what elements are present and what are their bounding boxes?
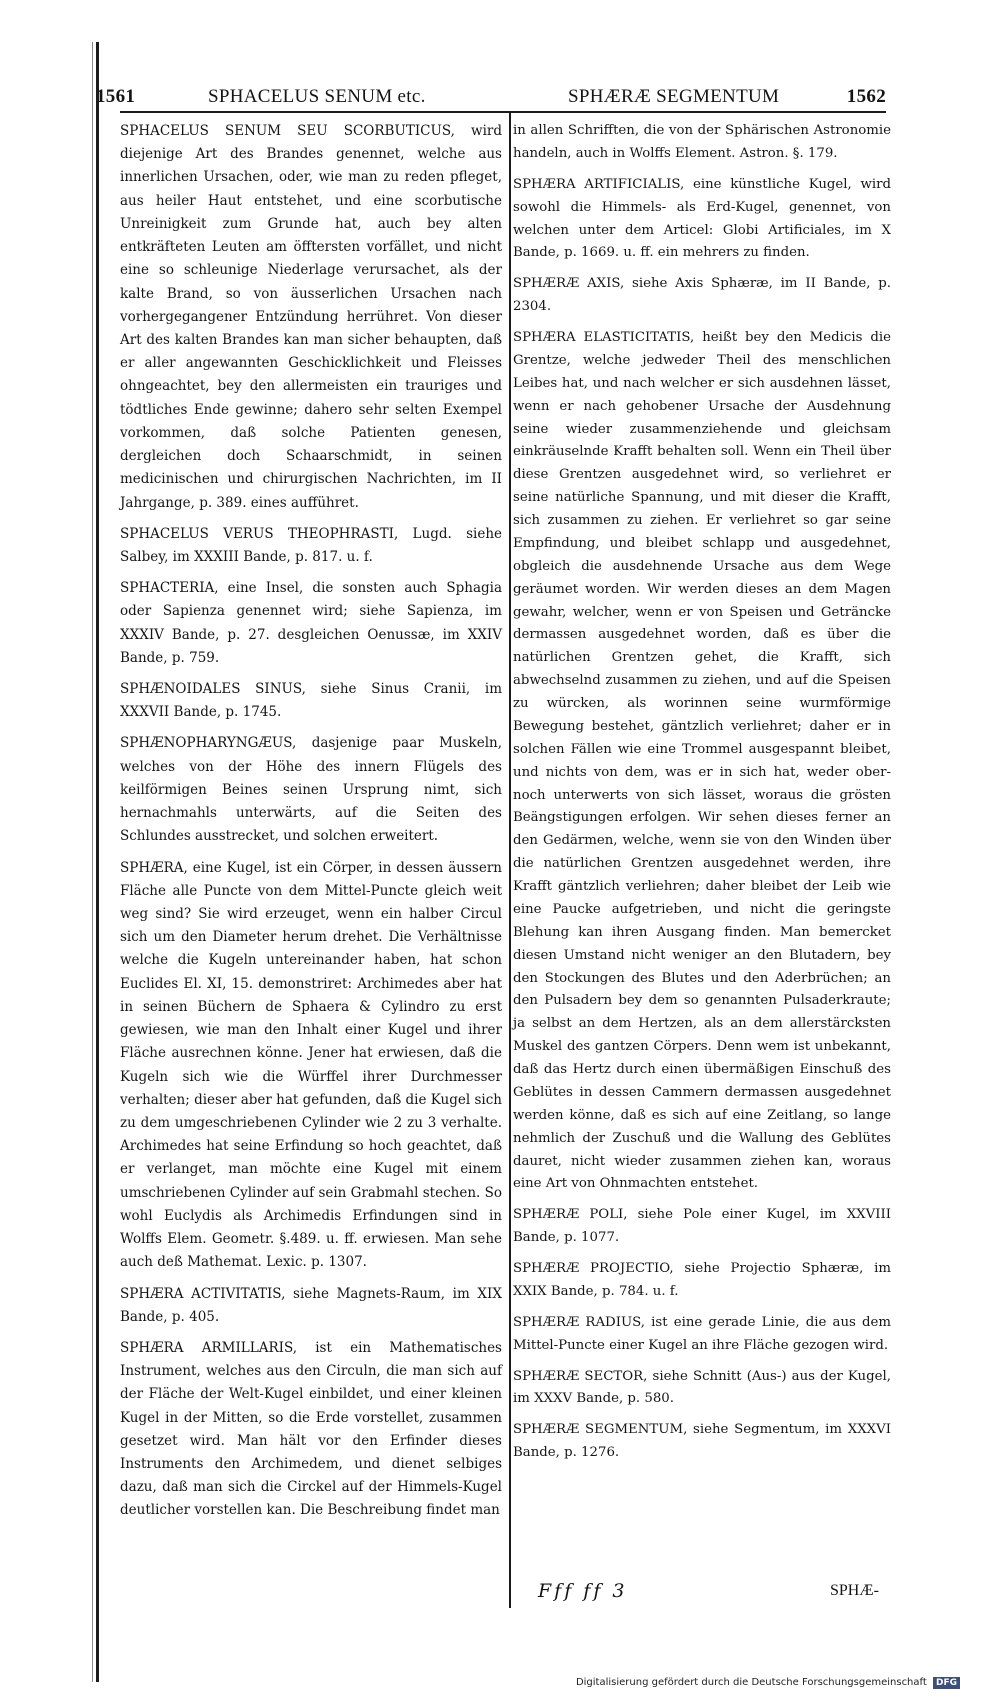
column-divider [509,113,511,1608]
dfg-logo: DFG [933,1677,960,1689]
header-rule [120,111,886,113]
page-fold-shadow [92,42,93,1682]
page-left-edge [96,42,99,1682]
entry-sphaera-armillaris: SPHÆRA ARMILLARIS, ist ein Mathematisches Instrument, welches aus den Circuln, die man sich auf der Fläche der Welt-Kugel einbildet, und einer kleinen Kugel in der Mitten, so die Erde vorstellet, zusammen gesetzet wird. Man hält vor den Erfinder dieses Instruments den Archimedem, und dienet selbiges dazu, daß man sich die Circkel auf der Himmels-Kugel deutlicher vorstellen kan. Die Beschreibung findet man [120,1339,502,1519]
right-column [513,120,891,1473]
entry-sphaerae-sector: SPHÆRÆ SECTOR, siehe Schnitt (Aus-) aus der Kugel, im XXXV Bande, p. 580. [513,1368,891,1407]
entry-sphaerae-axis: SPHÆRÆ AXIS, siehe Axis Sphæræ, im II Bande, p. 2304. [513,276,891,315]
entry-sphacelus-verus: SPHACELUS VERUS THEOPHRASTI, Lugd. siehe Salbey, im XXXIII Bande, p. 817. u. f. [120,525,502,565]
entry-continuation: in allen Schrifften, die von der Sphärischen Astronomie handeln, auch in Wolffs Element. Astron. §. 179. [513,123,891,161]
entry-sphaerae-segmentum: SPHÆRÆ SEGMENTUM, siehe Segmentum, im XXXVI Bande, p. 1276. [513,1422,891,1461]
entry-sphaerae-projectio: SPHÆRÆ PROJECTIO, siehe Projectio Sphæræ, im XXIX Bande, p. 784. u. f. [513,1261,891,1299]
running-title-right: SPHÆRÆ SEGMENTUM [568,86,780,107]
signature-mark: Fff ff 3 [538,1580,628,1602]
entry-sphaera: SPHÆRA, eine Kugel, ist ein Cörper, in dessen äussern Fläche alle Puncte von dem Mittel-Puncte gleich weit weg sind? Sie wird erzeuget, wenn ein halber Circul sich um den Diameter herum drehet. Die Verhältnisse welche die Kugeln untereinander haben, hat schon Euclides El. XI, 15. demonstriret: Archimedes aber hat in seinen Büchern de Sphaera & Cylindro zu erst gewiesen, wie man den Inhalt einer Kugel und ihrer Fläche ausrechnen könne. Jener hat erwiesen, daß die Kugeln sich wie die Würffel ihrer Durchmesser verhalten; dieser aber hat gefunden, daß die Kugel sich zu dem umgeschriebenen Cylinder wie 2 zu 3 verhalte. Archimedes hat seine Erfindung so hoch geachtet, daß er verlanget, man möchte eine Kugel mit einem umschriebenen Cylinder auf sein Grabmahl stechen. So wohl Euclydis als Archimedis Erfindungen sind in Wolffs Elem. Geometr. §.489. u. ff. erwiesen. Man sehe auch deß Mathemat. Lexic. p. 1307. [120,859,502,1271]
left-column [120,120,502,1531]
entry-sphaerae-poli: SPHÆRÆ POLI, siehe Pole einer Kugel, im XXVIII Bande, p. 1077. [513,1207,891,1246]
digitization-note: Digitalisierung gefördert durch die Deutsche Forschungsgemeinschaft [575,1677,927,1688]
entry-sphacteria: SPHACTERIA, eine Insel, die sonsten auch Sphagia oder Sapienza genennet wird; siehe Sapienza, im XXXIV Bande, p. 27. desgleichen Oenussæ, im XXIV Bande, p. 759. [120,580,502,666]
page-number-right: 1562 [846,86,886,107]
page-number-left: 1561 [96,86,136,107]
entry-sphacelus-senum: SPHACELUS SENUM SEU SCORBUTICUS, wird diejenige Art des Brandes genennet, welche aus innerlichen Ursachen, oder, wie man zu reden pfleget, aus heiler Haut entstehet, und eine scorbutische Unreinigkeit zum Grunde hat, auch bey alten entkräfteten Leuten am öfftersten vorfället, und nicht eine so schleunige Niederlage verursachet, als der kalte Brand, so von äusserlichen Ursachen nach vorhergegangener Entzündung herrühret. Von dieser Art des kalten Brandes kan man sicher behaupten, daß er aller angewannten Geschicklichkeit und Fleisses ohngeachtet, bey den allermeisten ein trauriges und tödtliches Ende gewinne; dahero sehr selten Exempel vorkommen, daß solche Patienten genesen, dergleichen doch Schaarschmidt, in seinen medicinischen und chirurgischen Nachrichten, im II Jahrgange, p. 389. eines aufführet. [120,123,502,511]
entry-sphaenopharyngaeus: SPHÆNOPHARYNGÆUS, dasjenige paar Muskeln, welches von der Höhe des innern Flügels des keilförmigen Beines seinen Ursprung nimt, sich hernachmahls unterwärts, auf die Seiten des Schlundes ausstrecket, und solchen erweitert. [120,735,502,845]
entry-sphaera-elasticitatis: SPHÆRA ELASTICITATIS, heißt bey den Medicis die Grentze, welche jedweder Theil des menschlichen Leibes hat, und nach welcher er sich ausdehnen lässet, wenn er nach gehobener Ursache der Ausdehnung seine wieder zusammenziehende und gleichsam einkräuselnde Krafft behalten soll. Wenn ein Theil über diese Grentzen ausgedehnet wird, so verliehret er seine natürliche Spannung, und mit dieser die Krafft, sich zusammen zu ziehen. Er verliehret so gar seine Empfindung, und bleibet schlapp und ausgedehnet, obgleich die ausdehnende Ursache aus dem Wege geräumet worden. Wir werden dieses an dem Magen gewahr, welcher, wenn er von Speisen und Geträncke dermassen ausgedehnet worden, daß es über die natürlichen Grentzen gehet, die Krafft, sich abwechselnd zusammen zu ziehen, und auf die Speisen zu würcken, als worinnen seine wurmförmige Bewegung bestehet, gäntzlich verliehret; daher er in solchen Fällen wie eine Trommel ausgespannt bleibet, und nichts von dem, was er in sich hat, weder ober- noch unterwerts von sich lässet, woraus die grösten Beängstigungen erfolgen. Wir sehen dieses ferner an den Gedärmen, welche, wenn sie von den Winden über die natürlichen Grentzen ausgedehnet werden, ihre Krafft gäntzlich verliehren; daher bleibet der Leib wie eine Paucke aufgetrieben, und nicht die geringste Blehung kan ihren Ausgang finden. Man bemercket diesen Umstand nicht weniger an den Blutadern, bey den Stockungen des Blutes und den Aderbrüchen; an den Pulsadern bey dem so genannten Pulsaderkraute; ja selbst an dem Hertzen, als an dem allerstärcksten Muskel des gantzen Cörpers. Denn wem ist unbekannt, daß das Hertz durch einen übermäßigen Einschuß des Geblütes in dessen Cammern dermassen ausgedehnet werden könne, daß es sich auf eine Zeitlang, so lange nehmlich der Zuschuß und die Wallung des Geblütes dauret, nicht wieder zusammen ziehen kan, woraus eine Art von Ohnmachten entstehet. [513,330,891,1192]
entry-sphaerae-radius: SPHÆRÆ RADIUS, ist eine gerade Linie, die aus dem Mittel-Puncte einer Kugel an ihre Fläche gezogen wird. [513,1314,891,1353]
catchword: SPHÆ- [830,1582,879,1599]
digitization-credit [576,1677,960,1689]
entry-sphaera-activitatis: SPHÆRA ACTIVITATIS, siehe Magnets-Raum, im XIX Bande, p. 405. [120,1285,502,1325]
entry-sphaera-artificialis: SPHÆRA ARTIFICIALIS, eine künstliche Kugel, wird sowohl die Himmels- als Erd-Kugel, genennet, von welchen unter dem Articel: Globi Artificiales, im X Bande, p. 1669. u. ff. ein mehrers zu finden. [513,176,891,261]
entry-sphaenoidales-sinus: SPHÆNOIDALES SINUS, siehe Sinus Cranii, im XXXVII Bande, p. 1745. [120,681,502,721]
running-title-left: SPHACELUS SENUM etc. [208,86,426,107]
